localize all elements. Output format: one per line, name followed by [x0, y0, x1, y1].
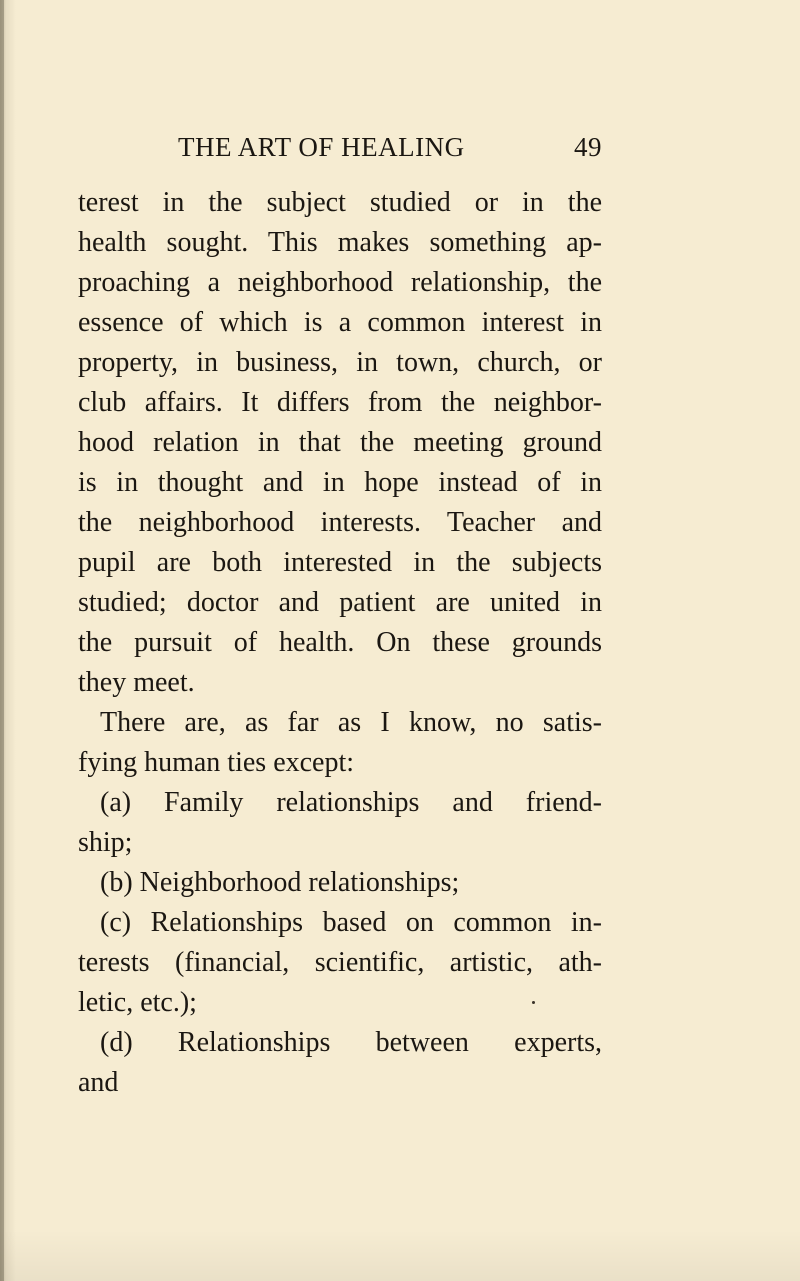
text-line: and — [78, 1067, 119, 1098]
text-line: property, in business, in town, church, or — [78, 347, 602, 378]
running-header — [178, 132, 602, 168]
text-line: pupil are both interested in the subjects — [78, 547, 602, 578]
page-gutter-shadow — [0, 0, 4, 1281]
text-line: hood relation in that the meeting ground — [78, 427, 602, 458]
text-line: the pursuit of health. On these grounds — [78, 627, 602, 658]
list-item-b: (b) Neighborhood relationships; — [100, 867, 460, 898]
text-line: the neighborhood interests. Teacher and — [78, 507, 602, 538]
page-number: 49 — [574, 132, 602, 162]
text-line: terests (financial, scientific, artistic, ath- — [78, 947, 602, 978]
text-line: studied; doctor and patient are united in — [78, 587, 602, 618]
text-line: terest in the subject studied or in the — [78, 187, 602, 218]
ink-speck — [532, 1001, 535, 1004]
list-item-a: (a) Family relationships and friend- — [100, 787, 602, 818]
running-title: THE ART OF HEALING — [178, 132, 465, 162]
text-line: health sought. This makes something ap- — [78, 227, 602, 258]
text-line: proaching a neighborhood relationship, the — [78, 267, 602, 298]
text-line: is in thought and in hope instead of in — [78, 467, 602, 498]
list-item-c: (c) Relationships based on common in- — [100, 907, 602, 938]
text-line: fying human ties except: — [78, 747, 355, 778]
text-line: letic, etc.); — [78, 987, 197, 1018]
list-item-d: (d) Relationships between experts, — [100, 1027, 602, 1058]
text-line: essence of which is a common interest in — [78, 307, 602, 338]
text-line: they meet. — [78, 667, 195, 698]
body-text — [78, 183, 602, 1103]
text-line: ship; — [78, 827, 133, 858]
text-line: club affairs. It differs from the neighbor- — [78, 387, 602, 418]
text-line: There are, as far as I know, no satis- — [100, 707, 602, 738]
